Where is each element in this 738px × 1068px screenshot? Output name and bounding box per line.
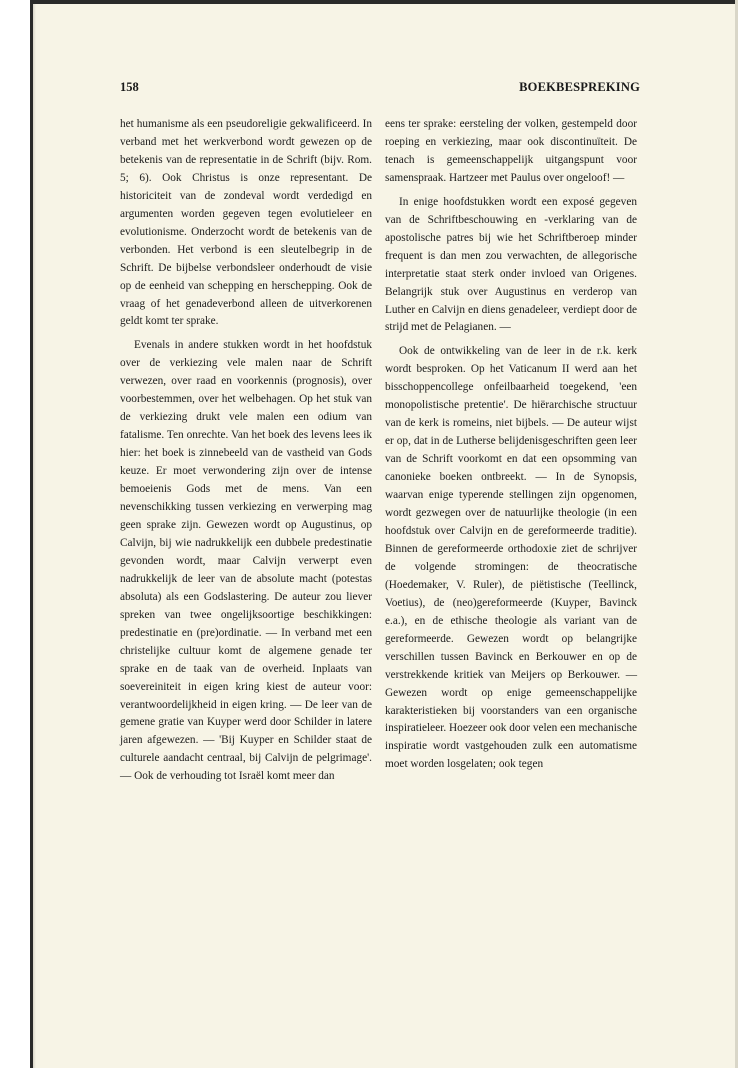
scan-border-left xyxy=(30,0,33,1068)
scan-border-top xyxy=(30,0,738,4)
page-number: 158 xyxy=(120,80,139,94)
paragraph: het humanisme als een pseudoreligie gekwalificeerd. In verband met het werkverbond wordt gewezen op de betekenis van de representatie in de Schrift (bijv. Rom. 5; 6). Ook Christus is onze representant. De historiciteit van de zondeval wordt verdedigd en argumenten worden gegeven tegen evolutieleer en evolutionisme. Onderzocht wordt de betekenis van de verbonden. Het verbond is een sleutelbegrip in de Schrift. De bijbelse verbondsleer onderhoudt de visie op de eenheid van schepping en herschepping. Ook de vraag of het genadeverbond alleen de uitverkorenen geldt komt ter sprake. xyxy=(120,118,372,328)
left-text-column xyxy=(120,116,372,792)
paragraph: Evenals in andere stukken wordt in het hoofdstuk over de verkiezing vele malen naar de Schrift verwezen, over raad en voorkennis (prognosis), over voorbestemmen, over het welbehagen. Op het stuk van de verkiezing drukt vele malen een odium van fatalisme. Ten onrechte. Van het boek des levens lees ik hier: het boek is zinnebeeld van de vastheid van Gods keuze. Er moet verwondering zijn over de intense bemoeienis Gods met de mens. Van een nevenschikking tussen verkiezing en verwerping mag geen sprake zijn. Gewezen wordt op Augustinus, op Calvijn, bij wie nadrukkelijk een dubbele predestinatie gevonden wordt, maar Calvijn verwerpt even nadrukkelijk de leer van de absolute macht (potestas absoluta) als een Godslastering. De auteur zou liever spreken van twee ongelijksoortige beschikkingen: predestinatie en (pre)ordinatie. — In verband met een christelijke cultuur komt de algemene genade ter sprake en de taak van de overheid. Inplaats van soevereiniteit in eigen kring kiest de auteur voor: verantwoordelijkheid in eigen kring. — De leer van de gemene gratie van Kuyper werd door Schilder in latere jaren afgewezen. — 'Bij Kuyper en Schilder staat de culturele aandacht centraal, bij Calvijn de pelgrimage'. — Ook de verhouding tot Israël komt meer dan xyxy=(120,339,372,783)
paragraph: eens ter sprake: eersteling der volken, gestempeld door roeping en verkiezing, maar ook discontinuïteit. De tenach is gemeenschappelijk uitgangspunt voor samenspraak. Hartzeer met Paulus over ongeloof! — xyxy=(385,118,637,184)
paragraph: In enige hoofdstukken wordt een exposé gegeven van de Schriftbeschouwing en -verklaring van de apostolische patres bij wie het Schriftberoep minder frequent is dan men zou verwachten, de allegorische interpretatie staat sterk onder invloed van Origenes. Belangrijk stuk over Augustinus en verderop van Luther en Calvijn en diens genadeleer, verdiept door de strijd met de Pelagianen. — xyxy=(385,195,637,334)
running-head: BOEKBESPREKING xyxy=(519,80,640,94)
paragraph: Ook de ontwikkeling van de leer in de r.k. kerk wordt besproken. Op het Vaticanum II werd aan het bisschoppencollege onfeilbaarheid toegekend, 'een monopolistische pretentie'. De hiërarchische structuur van de kerk is romeins, niet bijbels. — De auteur wijst er op, dat in de Lutherse belijdenisgeschriften geen leer van de Schrift voorkomt en dat een opsomming van canonieke boeken ontbreekt. — In de Synopsis, waarvan enige typerende stellingen zijn opgenomen, wordt gezwegen over de natuurlijke theologie (in een hoofdstuk over Calvijn en de gereformeerde traditie). Binnen de gereformeerde orthodoxie ziet de schrijver de volgende stromingen: de theocratische (Hoedemaker, V. Ruler), de piëtistische (Teellinck, Voetius), de (neo)gereformeerde (Kuyper, Bavinck e.a.), en de ethische theologie als variant van de gereformeerde. Gewezen wordt op belangrijke verschillen tussen Bavinck en Berkouwer en op de verstrekkende kritiek van Meijers op Berkouwer. — Gewezen wordt op enige gemeenschappelijke karakteristieken bij voorstanders van een organische inspiratieleer. Hoezeer ook door velen een mechanische inspiratie wordt vastgehouden zulk een automatisme moet worden losgelaten; ook tegen xyxy=(385,345,637,771)
right-text-column xyxy=(385,116,637,780)
